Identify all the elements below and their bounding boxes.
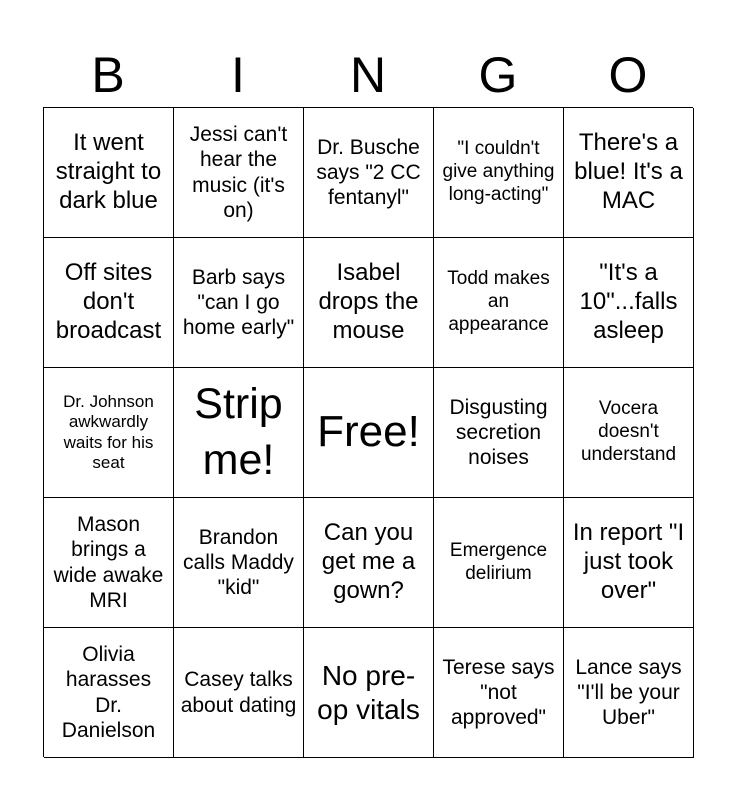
cell-text: Off sites don't broadcast — [55, 259, 162, 344]
cell-text: Vocera doesn't understand — [580, 398, 677, 465]
cell-text: "I couldn't give anything long-acting" — [442, 138, 555, 205]
cell-text: Casey talks about dating — [180, 668, 297, 717]
bingo-cell-r4c5[interactable] — [564, 498, 694, 628]
cell-text: It went straight to dark blue — [55, 129, 162, 214]
header-letter-i: I — [231, 47, 245, 103]
cell-text: Barb says "can I go home early" — [182, 265, 295, 340]
cell-text: Dr. Johnson awkwardly waits for his seat — [63, 391, 154, 472]
bingo-cell-r2c1[interactable] — [44, 238, 174, 368]
cell-text: Todd makes an appearance — [447, 268, 550, 335]
header-letter-n: N — [349, 47, 387, 103]
header-letter-o: O — [608, 47, 648, 103]
bingo-cell-r5c2[interactable] — [174, 628, 304, 758]
cell-text: "It's a 10"...falls asleep — [579, 259, 678, 344]
cell-text: Dr. Busche says "2 CC fentanyl" — [316, 135, 421, 210]
bingo-cell-r3c2[interactable] — [174, 368, 304, 498]
cell-text: Mason brings a wide awake MRI — [53, 513, 164, 612]
bingo-cell-r4c3[interactable] — [304, 498, 434, 628]
cell-text: No pre-op vitals — [317, 659, 420, 725]
header-letter-g: G — [478, 47, 518, 103]
bingo-cell-r5c1[interactable] — [44, 628, 174, 758]
cell-text: Olivia harasses Dr. Danielson — [61, 643, 156, 742]
bingo-card-grid — [43, 107, 693, 757]
cell-text: Free! — [317, 407, 420, 457]
bingo-cell-r3c4[interactable] — [434, 368, 564, 498]
cell-text: Jessi can't hear the music (it's on) — [189, 123, 288, 222]
cell-text: Terese says "not approved" — [442, 655, 555, 730]
header-letter-b: B — [91, 47, 125, 103]
bingo-cell-r2c2[interactable] — [174, 238, 304, 368]
cell-text: In report "I just took over" — [572, 519, 685, 604]
bingo-cell-r4c2[interactable] — [174, 498, 304, 628]
cell-text: Isabel drops the mouse — [318, 259, 419, 344]
bingo-cell-r2c3[interactable] — [304, 238, 434, 368]
bingo-cell-r3c1[interactable] — [44, 368, 174, 498]
cell-text: Emergence delirium — [449, 539, 548, 584]
cell-text: There's a blue! It's a MAC — [574, 129, 683, 214]
cell-text: Disgusting secretion noises — [449, 395, 548, 470]
bingo-cell-r5c4[interactable] — [434, 628, 564, 758]
bingo-cell-r2c4[interactable] — [434, 238, 564, 368]
cell-text: Lance says "I'll be your Uber" — [575, 655, 682, 730]
bingo-cell-r5c5[interactable] — [564, 628, 694, 758]
bingo-cell-r1c4[interactable] — [434, 108, 564, 238]
bingo-cell-r1c1[interactable] — [44, 108, 174, 238]
bingo-header — [43, 44, 693, 106]
bingo-cell-r4c4[interactable] — [434, 498, 564, 628]
bingo-cell-r3c5[interactable] — [564, 368, 694, 498]
bingo-cell-r1c5[interactable] — [564, 108, 694, 238]
cell-text: Strip me! — [194, 379, 283, 484]
cell-text: Brandon calls Maddy "kid" — [183, 525, 294, 600]
cell-text: Can you get me a gown? — [321, 519, 416, 604]
bingo-cell-r1c3[interactable] — [304, 108, 434, 238]
bingo-cell-r2c5[interactable] — [564, 238, 694, 368]
bingo-cell-free[interactable] — [304, 368, 434, 498]
bingo-cell-r4c1[interactable] — [44, 498, 174, 628]
bingo-cell-r1c2[interactable] — [174, 108, 304, 238]
bingo-cell-r5c3[interactable] — [304, 628, 434, 758]
